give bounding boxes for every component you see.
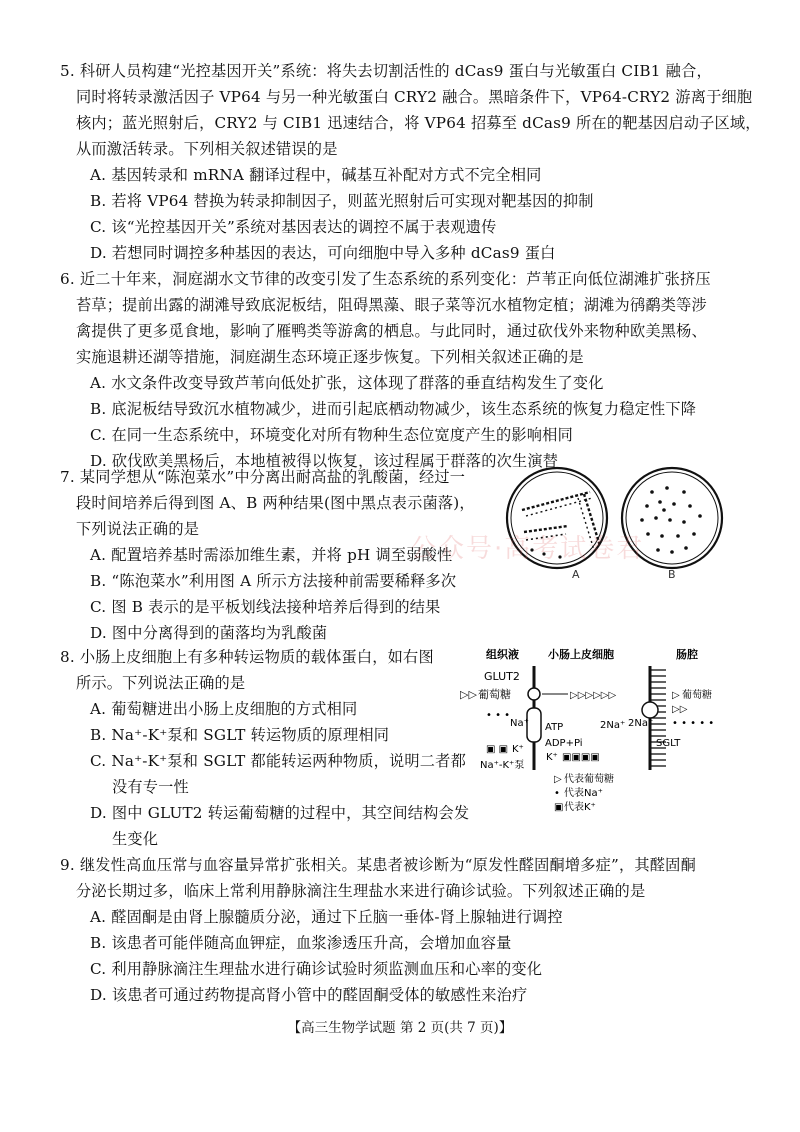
q6-stem-line4: 实施退耕还湖等措施，洞庭湖生态环境正逐步恢复。下列相关叙述正确的是 [76, 348, 584, 366]
q6-option-b: B. 底泥板结导致沉水植物减少，进而引起底栖动物减少，该生态系统的恢复力稳定性下降 [90, 400, 697, 418]
label-epithelial-cell: 小肠上皮细胞 [548, 648, 614, 661]
q9-option-a: A. 醛固酮是由肾上腺髓质分泌，通过下丘脑一垂体-肾上腺轴进行调控 [90, 908, 563, 926]
glucose-arrows-lumen: ▷ [672, 690, 680, 701]
label-glucose-left: 葡萄糖 [478, 688, 511, 701]
legend-na-label: 代表Na⁺ [564, 788, 603, 799]
q8-option-c-line1: C. Na⁺-K⁺泵和 SGLT 都能转运两种物质，说明二者都 [90, 752, 466, 770]
q8-option-b: B. Na⁺-K⁺泵和 SGLT 转运物质的原理相同 [90, 726, 390, 744]
label-2na-right: 2Na⁺ [628, 718, 654, 729]
q7-option-c: C. 图 B 表示的是平板划线法接种培养后得到的结果 [90, 598, 441, 616]
label-na: Na⁺ [510, 718, 529, 729]
legend-glucose: ▷ [554, 774, 562, 785]
label-k: K⁺ [512, 744, 524, 755]
q9-option-d: D. 该患者可通过药物提高肾小管中的醛固酮受体的敏感性来治疗 [90, 986, 528, 1004]
q5-stem-line2: 同时将转录激活因子 VP64 与另一种光敏蛋白 CRY2 融合。黑暗条件下，VP64-CRY2 游离于细胞 [76, 88, 753, 106]
label-atp: ATP [545, 722, 564, 733]
label-lumen: 肠腔 [676, 648, 698, 661]
q6-option-c: C. 在同一生态系统中，环境变化对所有物种生态位宽度产生的影响相同 [90, 426, 573, 444]
q6-stem-line3: 禽提供了更多觅食地，影响了雁鸭类等游禽的栖息。与此同时，通过砍伐外来物种欧美黑杨、 [76, 322, 707, 340]
q8-option-c-line2: 没有专一性 [112, 778, 189, 796]
label-glut2: GLUT2 [484, 670, 520, 683]
q5-stem-line4: 从而激活转录。下列相关叙述错误的是 [76, 140, 338, 158]
label-k-in: K⁺ [546, 752, 558, 763]
q8-option-d-line1: D. 图中 GLUT2 转运葡萄糖的过程中，其空间结构会发 [90, 804, 470, 822]
q6-stem-line1: 6. 近二十年来，洞庭湖水文节律的改变引发了生态系统的系列变化：芦苇正向低位湖滩扩张挤压 [60, 270, 711, 288]
q5-option-a: A. 基因转录和 mRNA 翻译过程中，碱基互补配对方式不完全相同 [90, 166, 542, 184]
label-na-k-pump: Na⁺-K⁺泵 [480, 760, 525, 771]
q5-stem-line1: 5. 科研人员构建“光控基因开关”系统：将失去切割活性的 dCas9 蛋白与光敏蛋白 CIB1 融合， [60, 62, 712, 80]
q7-stem-line2: 段时间培养后得到图 A、B 两种结果(图中黑点表示菌落)， [76, 494, 475, 512]
q7-stem-line1: 7. 某同学想从“陈泡菜水”中分离出耐高盐的乳酸菌，经过一 [60, 468, 466, 486]
na-dots-left: • • • [486, 710, 511, 721]
q9-stem-line1: 9. 继发性高血压常与血容量异常扩张相关。某患者被诊断为“原发性醛固酮增多症”，其醛固酮 [60, 856, 696, 874]
petri-dish-b-label: B [668, 568, 676, 581]
q8-stem-line1: 8. 小肠上皮细胞上有多种转运物质的载体蛋白，如右图 [60, 648, 434, 666]
q5-option-b: B. 若将 VP64 替换为转录抑制因子，则蓝光照射后可实现对靶基因的抑制 [90, 192, 594, 210]
na-dots-lumen: • • • • • [672, 718, 715, 729]
glut2-carrier [528, 688, 540, 700]
na-k-pump [527, 708, 541, 742]
q8-option-d-line2: 生变化 [112, 830, 159, 848]
legend-glucose-label: 代表葡萄糖 [564, 774, 614, 785]
q8-stem-line2: 所示。下列说法正确的是 [76, 674, 246, 692]
q8-option-a: A. 葡萄糖进出小肠上皮细胞的方式相同 [90, 700, 358, 718]
sglt-carrier [642, 702, 658, 718]
legend-k-label: 代表K⁺ [564, 802, 596, 813]
q7-option-d: D. 图中分离得到的菌落均为乳酸菌 [90, 624, 328, 642]
q7-stem-line3: 下列说法正确的是 [76, 520, 200, 538]
legend-k: ▣ [554, 802, 564, 813]
q9-stem-line2: 分泌长期过多，临床上常利用静脉滴注生理盐水来进行确诊试验。下列叙述正确的是 [76, 882, 646, 900]
label-sglt: SGLT [656, 738, 681, 749]
glucose-in-cell: ▷▷▷▷▷▷ [570, 690, 617, 701]
q5-option-d: D. 若想同时调控多种基因的表达，可向细胞中导入多种 dCas9 蛋白 [90, 244, 556, 262]
legend-na: • [554, 788, 560, 799]
q7-option-b: B. “陈泡菜水”利用图 A 所示方法接种前需要稀释多次 [90, 572, 457, 590]
label-2na-in: 2Na⁺ [600, 720, 626, 731]
k-boxes-in: ▣▣▣▣ [562, 752, 600, 763]
watermark: 公众号·高考试卷君 [410, 534, 645, 564]
q7-option-a: A. 配置培养基时需添加维生素，并将 pH 调至弱酸性 [90, 546, 453, 564]
q6-stem-line2: 苔草；提前出露的湖滩导致底泥板结，阻碍黑藻、眼子菜等沉水植物定植；湖滩为鸻鹬类等涉 [76, 296, 707, 314]
q6-option-a: A. 水文条件改变导致芦苇向低处扩张，这体现了群落的垂直结构发生了变化 [90, 374, 604, 392]
label-glucose-right: 葡萄糖 [682, 690, 712, 701]
glucose-arrow-left: ▷▷ [460, 688, 477, 701]
page-footer: 【高三生物学试题 第 2 页(共 7 页)】 [287, 1020, 513, 1036]
glucose-arrows-lumen-2: ▷▷ [672, 704, 688, 715]
q9-option-b: B. 该患者可能伴随高血钾症，血浆渗透压升高，会增加血容量 [90, 934, 512, 952]
label-adp-pi: ADP+Pi [545, 738, 583, 749]
transport-diagram [450, 642, 740, 824]
k-boxes-left: ▣ ▣ [486, 744, 509, 755]
q9-option-c: C. 利用静脉滴注生理盐水进行确诊试验时须监测血压和心率的变化 [90, 960, 543, 978]
q5-stem-line3: 核内；蓝光照射后，CRY2 与 CIB1 迅速结合，将 VP64 招募至 dCas9 所在的靶基因启动子区域， [76, 114, 761, 132]
label-tissue-fluid: 组织液 [486, 648, 519, 661]
q5-option-c: C. 该“光控基因开关”系统对基因表达的调控不属于表观遗传 [90, 218, 497, 236]
q6-option-d: D. 砍伐欧美黑杨后，本地植被得以恢复，该过程属于群落的次生演替 [90, 452, 559, 470]
petri-dish-a-label: A [572, 568, 580, 581]
